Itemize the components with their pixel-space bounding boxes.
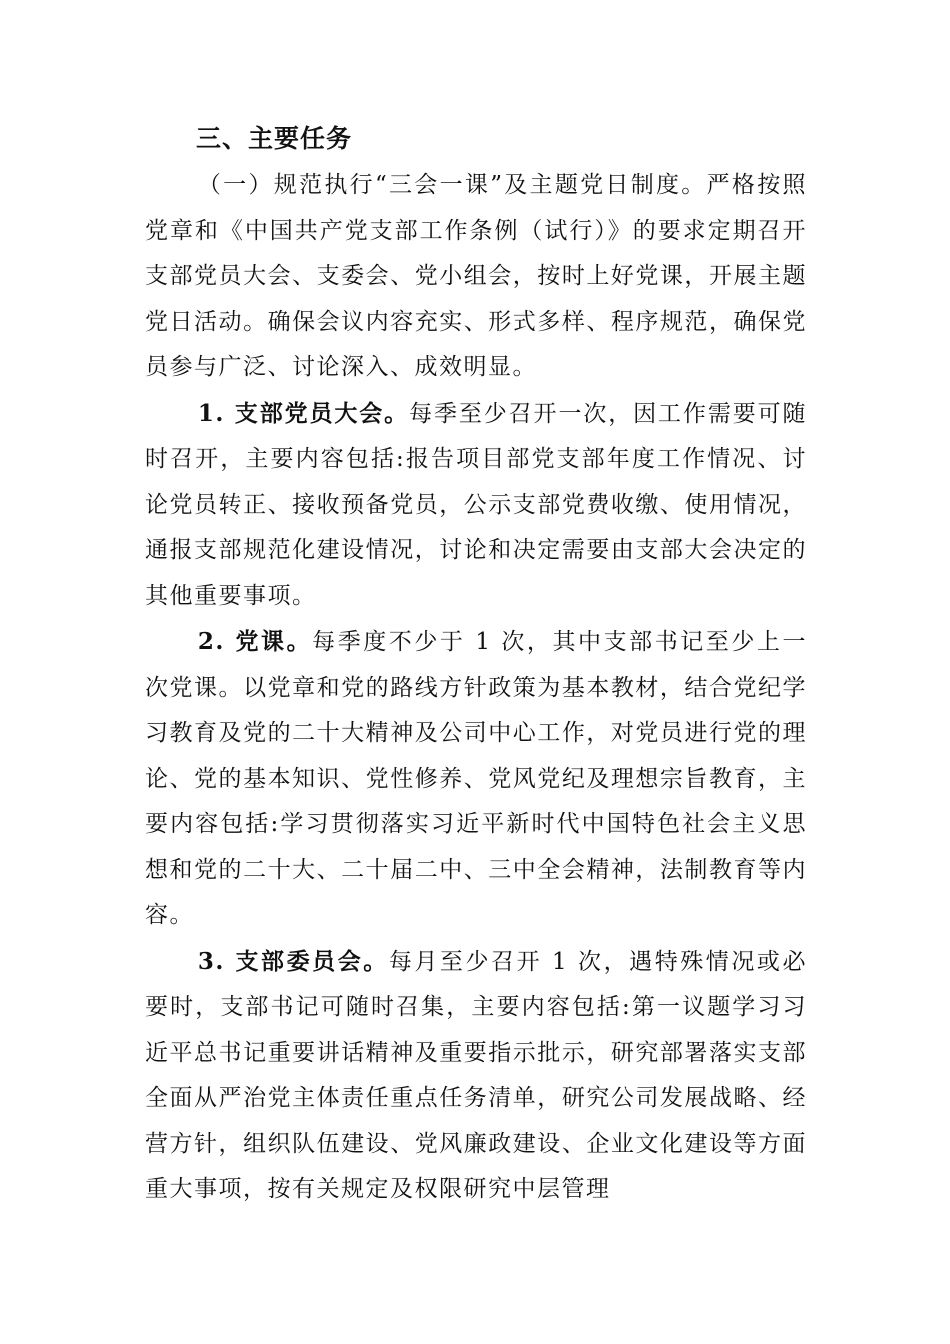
paragraph-intro — [145, 162, 807, 391]
paragraph-body: 每月至少召开 1 次，遇特殊情况或必要时，支部书记可随时召集，主要内容包括:第一议题学习习近平总书记重要讲话精神及重要指示批示，研究部署落实支部全面从严治党主体责任重点任务清单，研究公司发展战略、经营方针，组织队伍建设、党风廉政建设、企业文化建设等方面重大事项，按有关规定及权限研究中层管理 — [145, 948, 807, 1202]
paragraph-lead: 3. 支部委员会。 — [197, 947, 389, 975]
paragraph-lead: 1. 支部党员大会。 — [197, 399, 410, 427]
paragraph-branch-committee — [145, 939, 807, 1213]
document-body — [145, 116, 807, 1213]
section-heading: 三、主要任务 — [196, 124, 353, 153]
paragraph-body: 每季至少召开一次，因工作需要可随时召开，主要内容包括:报告项目部党支部年度工作情况、讨论党员转正、接收预备党员，公示支部党费收缴、使用情况，通报支部规范化建设情况，讨论和决定需要由支部大会决定的其他重要事项。 — [145, 400, 807, 609]
paragraph-branch-general-meeting — [145, 391, 807, 620]
paragraph-lead: 2. 党课。 — [197, 628, 313, 655]
paragraph-body: 每季度不少于 1 次，其中支部书记至少上一次党课。以党章和党的路线方针政策为基本教材，结合党纪学习教育及党的二十大精神及公司中心工作，对党员进行党的理论、党的基本知识、党性修养、党风党纪及理想宗旨教育，主要内容包括:学习贯彻落实习近平新时代中国特色社会主义思想和党的二十大、二十届二中、三中全会精神，法制教育等内容。 — [145, 629, 807, 928]
paragraph-party-lecture — [145, 619, 807, 939]
paragraph-body: （一）规范执行“三会一课”及主题党日制度。严格按照党章和《中国共产党支部工作条例（试行）》的要求定期召开支部党员大会、支委会、党小组会，按时上好党课，开展主题党日活动。确保会议内容充实、形式多样、程序规范，确保党员参与广泛、讨论深入、成效明显。 — [145, 172, 807, 380]
